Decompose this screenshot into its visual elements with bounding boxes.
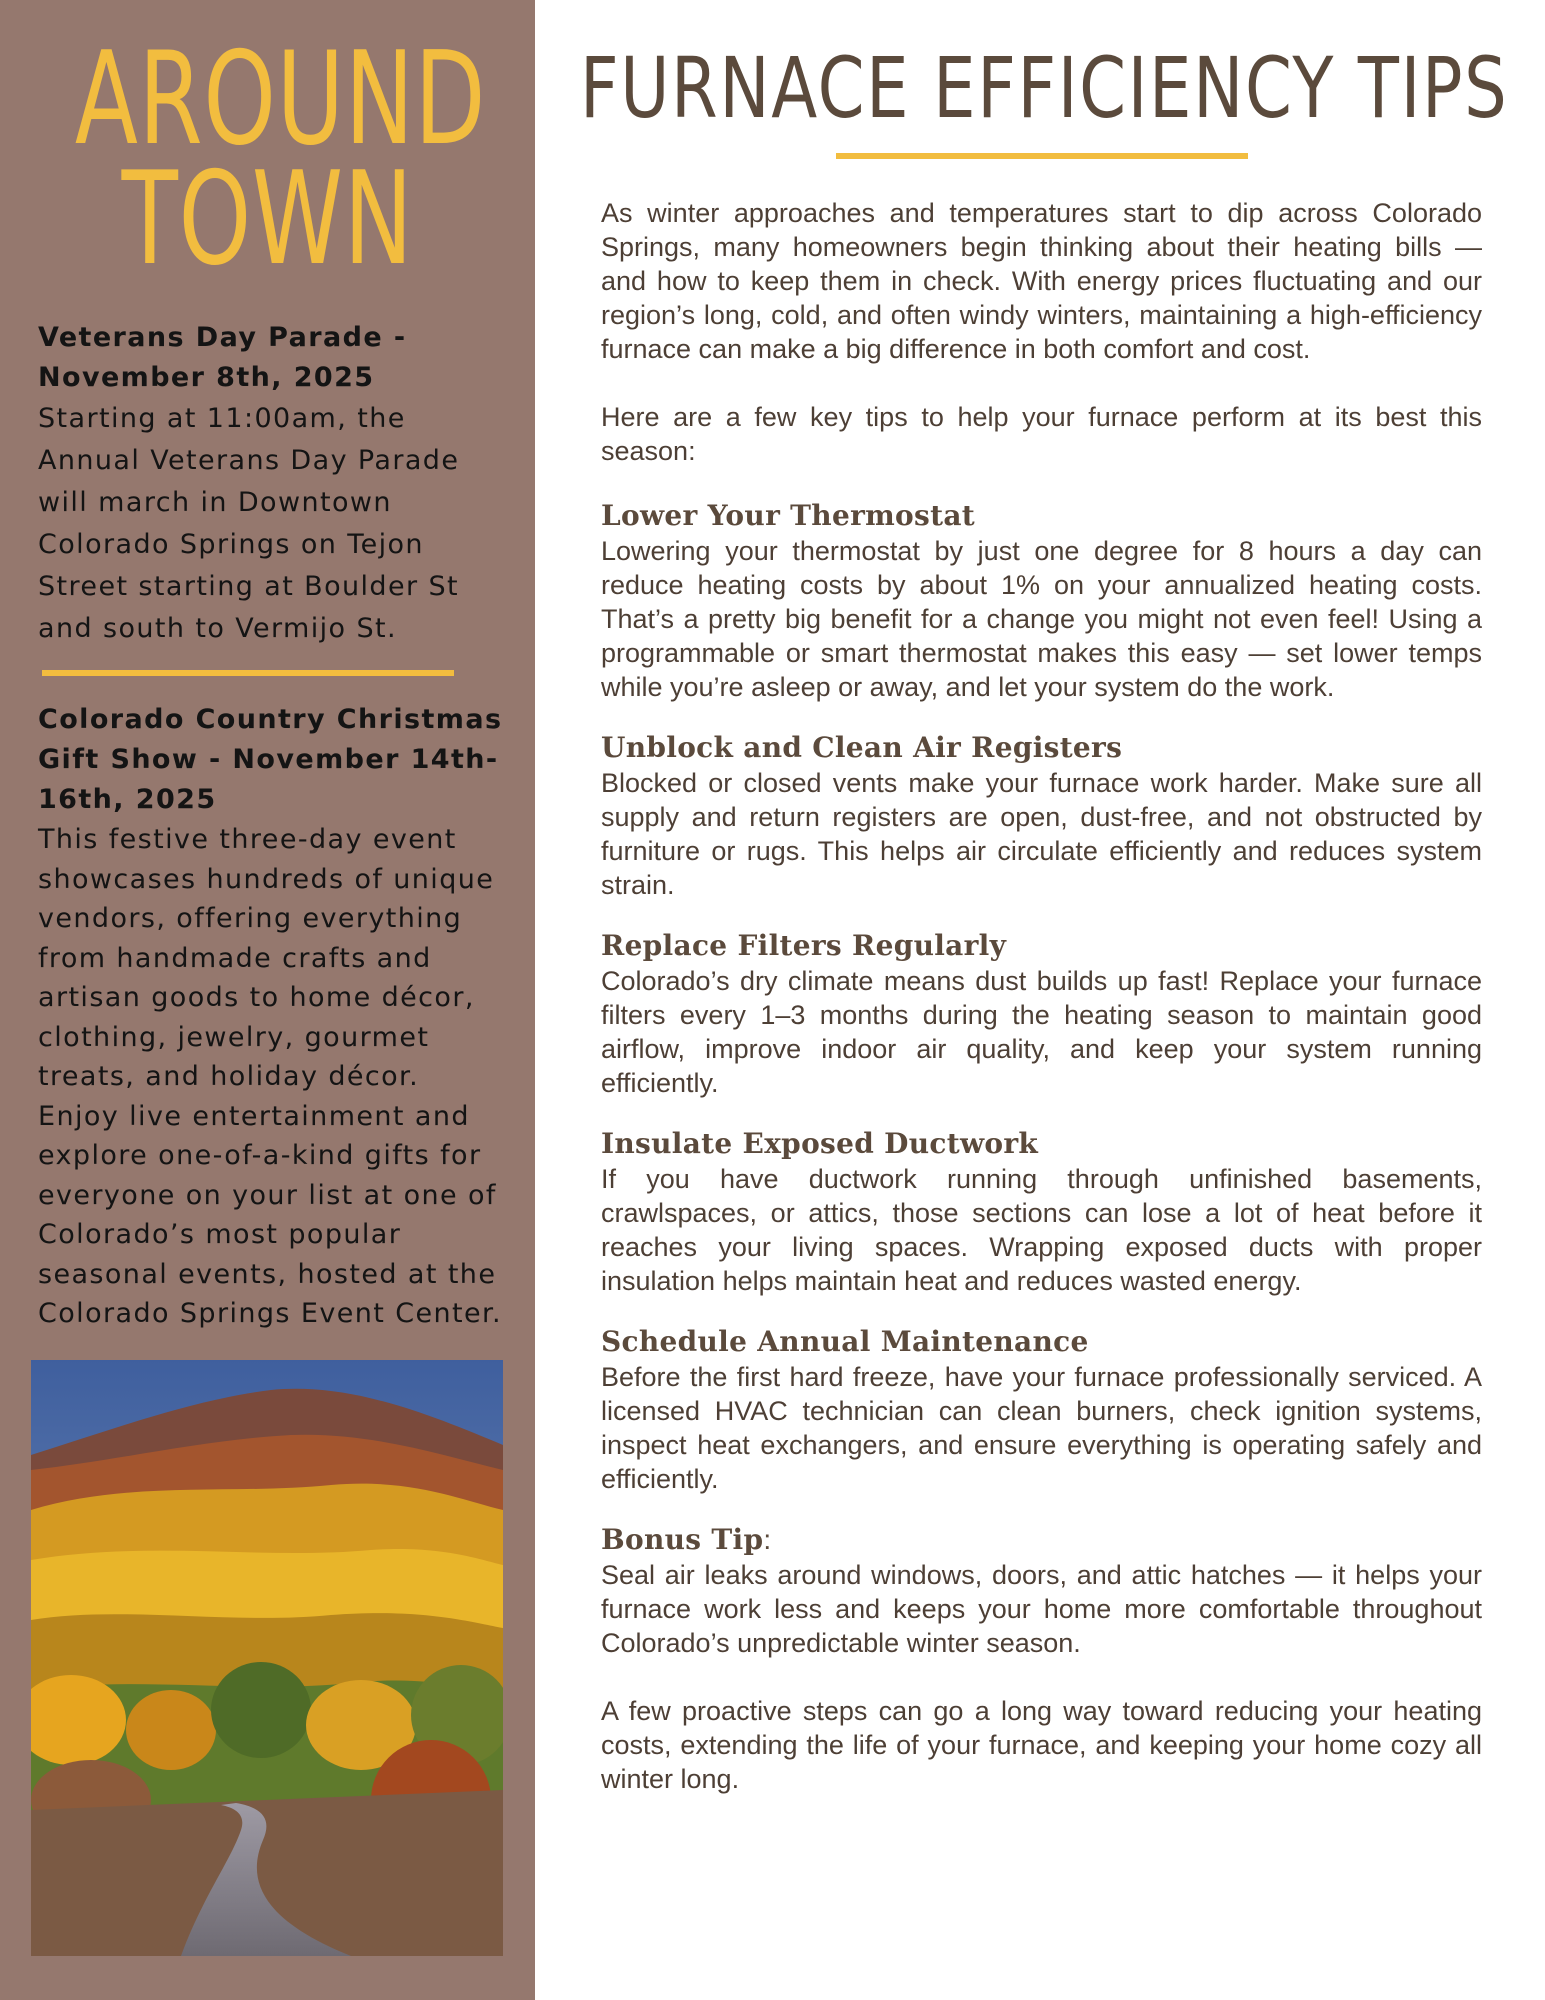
around-town-title (74, 25, 487, 294)
tip-body: Lowering your thermostat by just one degree for 8 hours a day can reduce heating costs by about 1% on your annualized heating costs. That’s a pretty big benefit for a change you might not even feel! Using a programmable or smart thermostat makes this easy — set lower temps while you’re asleep or away, and let your system do the work. (601, 536, 1482, 702)
around-town-title-line2: TOWN (121, 145, 414, 294)
tip-heading: Lower Your Thermostat (601, 499, 976, 532)
bonus-tip-colon: : (763, 1524, 772, 1555)
sidebar (0, 0, 535, 2000)
event-title: Veterans Day Parade - November 8th, 2025 (38, 322, 407, 393)
closing-paragraph: A few proactive steps can go a long way toward reducing your heating costs, extending the life of your furnace, and keeping your home cozy all winter long. (601, 1696, 1482, 1794)
around-town-title-line1: AROUND (74, 25, 487, 174)
tip-body: Blocked or closed vents make your furnace work harder. Make sure all supply and return registers are open, dust-free, and not obstructed by furniture or rugs. This helps air circulate efficiently and reduces system strain. (601, 768, 1482, 900)
event-description: Starting at 11:00am, the Annual Veterans Day Parade will march in Downtown Colorado Springs on Tejon Street starting at Boulder St and south to Vermijo St. (38, 403, 460, 644)
tip-body: If you have ductwork running through unfinished basements, crawlspaces, or attics, those sections can lose a lot of heat before it reaches your living spaces. Wrapping exposed ducts with proper insulation helps maintain heat and reduces wasted energy. (601, 1164, 1482, 1296)
event-veterans-day (38, 318, 508, 650)
lead-in-paragraph: Here are a few key tips to help your furnace perform at its best this season: (601, 402, 1482, 466)
tip-heading: Insulate Exposed Ductwork (601, 1127, 1039, 1160)
sidebar-divider (42, 670, 454, 676)
title-underline (836, 153, 1248, 159)
event-description: This festive three-day event showcases hundreds of unique vendors, offering everything from handmade crafts and artisan goods to home décor, clothing, jewelry, gourmet treats, and holiday décor. Enjoy live entertainment and explore one-of-a-kind gifts for everyone on your list at one of Colorado’s most popular seasonal events, hosted at the Colorado Springs Event Center. (38, 824, 502, 1329)
tip-heading: Unblock and Clean Air Registers (601, 731, 1123, 764)
tip-body: Colorado’s dry climate means dust builds up fast! Replace your furnace filters every 1–3 months during the heating season to maintain good airflow, improve indoor air quality, and keep your system running efficiently. (601, 966, 1482, 1098)
bonus-tip-body: Seal air leaks around windows, doors, and attic hatches — it helps your furnace work less and keeps your home more comfortable throughout Colorado’s unpredictable winter season. (601, 1560, 1482, 1658)
tip-heading: Replace Filters Regularly (601, 929, 1007, 962)
event-title: Colorado Country Christmas Gift Show - November 14th-16th, 2025 (38, 704, 503, 815)
bonus-tip-heading (601, 1522, 1482, 1558)
article-body (601, 196, 1482, 1796)
tip-body: Before the first hard freeze, have your furnace professionally serviced. A licensed HVAC technician can clean burners, check ignition systems, inspect heat exchangers, and ensure everything is operating safely and efficiently. (601, 1362, 1482, 1494)
event-christmas-gift-show (38, 700, 508, 1334)
intro-paragraph: As winter approaches and temperatures start to dip across Colorado Springs, many homeowners begin thinking about their heating bills — and how to keep them in check. With energy prices fluctuating and our region’s long, cold, and often windy winters, maintaining a high-efficiency furnace can make a big difference in both comfort and cost. (601, 198, 1482, 364)
bonus-tip-label: Bonus Tip (601, 1523, 764, 1556)
autumn-landscape-photo (31, 1360, 503, 1956)
article-title: FURNACE EFFICIENCY TIPS (580, 39, 1509, 137)
tip-heading: Schedule Annual Maintenance (601, 1325, 1089, 1358)
